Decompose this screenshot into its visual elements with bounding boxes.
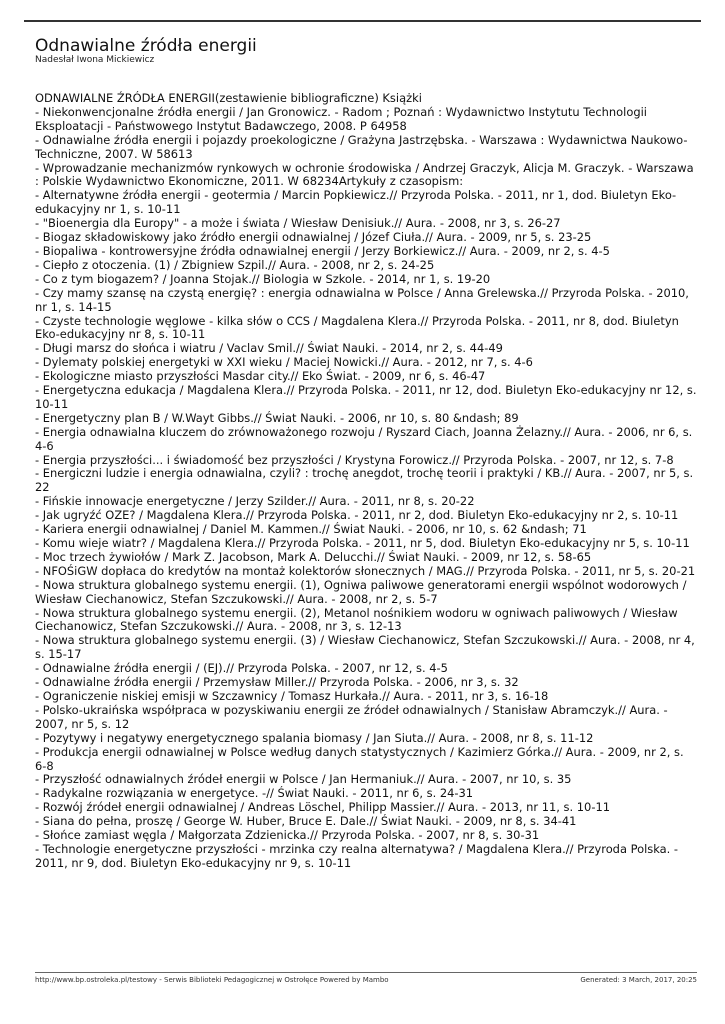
bibliography-entry: - Przyszłość odnawialnych źródeł energii w Polsce / Jan Hermaniuk.// Aura. - 2007, nr 10, s. 35: [35, 772, 572, 787]
bibliography-entry: - Odnawialne źródła energii i pojazdy proekologiczne / Grażyna Jastrzębska. - Warszawa : Wydawnictwa Naukowo-Techniczne, 2007. W 58613: [35, 132, 688, 161]
bibliography-entry: - Odnawialne źródła energii / Przemysław Miller.// Przyroda Polska. - 2006, nr 3, s. 32: [35, 675, 519, 690]
bibliography-list: [35, 106, 697, 871]
document-title: Odnawialne źródła energii: [35, 36, 257, 56]
bibliography-entry: - Jak ugryźć OZE? / Magdalena Klera.// Przyroda Polska. - 2011, nr 2, dod. Biuletyn Eko-edukacyjny nr 2, s. 10-11: [35, 508, 679, 523]
bibliography-entry: - Nowa struktura globalnego systemu energii. (3) / Wiesław Ciechanowicz, Stefan Szczukowski.// Aura. - 2008, nr 4, s. 15-17: [35, 633, 695, 662]
bibliography-entry: - Polsko-ukraińska współpraca w pozyskiwaniu energii ze źródeł odnawialnych / Stanisław Abramczyk.// Aura. - 2007, nr 5, s. 12: [35, 702, 668, 731]
footer-source-link[interactable]: [35, 976, 389, 985]
bibliography-body: [35, 92, 697, 871]
author-line: Nadesłał Iwona Mickiewicz: [35, 55, 155, 65]
footer-powered-by: Powered by Mambo: [319, 976, 389, 984]
bibliography-entry: - Radykalne rozwiązania w energetyce. -// Świat Nauki. - 2011, nr 6, s. 24-31: [35, 786, 474, 801]
footer-rule: [35, 972, 697, 973]
bibliography-entry: - Energetyczny plan B / W.Wayt Gibbs.// Świat Nauki. - 2006, nr 10, s. 80 &ndash; 89: [35, 410, 519, 425]
top-rule: [24, 20, 701, 22]
bibliography-entry: - Moc trzech żywiołów / Mark Z. Jacobson, Mark A. Delucchi.// Świat Nauki. - 2009, nr 12, s. 58-65: [35, 549, 592, 564]
bibliography-entry: - Rozwój źródeł energii odnawialnej / Andreas Löschel, Philipp Massier.// Aura. - 2013, nr 11, s. 10-11: [35, 800, 611, 815]
bibliography-entry: - Nowa struktura globalnego systemu energii. (2), Metanol nośnikiem wodoru w ogniwach paliwowych / Wiesław Ciechanowicz, Stefan Szczukowski.// Aura. - 2008, nr 3, s. 12-13: [35, 605, 678, 634]
bibliography-entry: - Komu wieje wiatr? / Magdalena Klera.// Przyroda Polska. - 2011, nr 5, dod. Biuletyn Eko-edukacyjny nr 5, s. 10-11: [35, 536, 690, 550]
bibliography-entry: - Alternatywne źródła energii - geotermia / Marcin Popkiewicz.// Przyroda Polska. - 2011, nr 1, dod. Biuletyn Eko-edukacyjny nr 1, s. 10-11: [35, 188, 677, 217]
bibliography-entry: - Słońce zamiast węgla / Małgorzata Zdzienicka.// Przyroda Polska. - 2007, nr 8, s. 30-31: [35, 828, 540, 843]
bibliography-entry: - Odnawialne źródła energii / (EJ).// Przyroda Polska. - 2007, nr 12, s. 4-5: [35, 661, 448, 676]
bibliography-entry: - NFOŚiGW dopłaca do kredytów na montaż kolektorów słonecznych / MAG.// Przyroda Polska. - 2011, nr 5, s. 20-21: [35, 563, 696, 578]
bibliography-entry: - Energia odnawialna kluczem do zrównoważonego rozwoju / Ryszard Ciach, Joanna Żelazny.// Aura. - 2006, nr 6, s. 4-6: [35, 424, 693, 453]
bibliography-entry: - Technologie energetyczne przyszłości - mrzinka czy realna alternatywa? / Magdalena Klera.// Przyroda Polska. - 2011, nr 9, dod. Biuletyn Eko-edukacyjny nr 9, s. 10-11: [35, 841, 679, 870]
bibliography-entry: - Nowa struktura globalnego systemu energii. (1), Ogniwa paliwowe generatorami energii wspólnot wodorowych / Wiesław Ciechanowicz, Stefan Szczukowski.// Aura. - 2008, nr 2, s. 5-7: [35, 577, 687, 606]
bibliography-entry: - Ekologiczne miasto przyszłości Masdar city.// Eko Świat. - 2009, nr 6, s. 46-47: [35, 369, 486, 384]
bibliography-entry: - Dylematy polskiej energetyki w XXI wieku / Maciej Nowicki.// Aura. - 2012, nr 7, s. 4-6: [35, 355, 533, 370]
bibliography-entry: - Energetyczna edukacja / Magdalena Klera.// Przyroda Polska. - 2011, nr 12, dod. Biuletyn Eko-edukacyjny nr 12, s. 10-11: [35, 383, 697, 411]
bibliography-heading: ODNAWIALNE ŹRÓDŁA ENERGII(zestawienie bibliograficzne) Książki: [35, 91, 422, 105]
bibliography-entry: - Kariera energii odnawialnej / Daniel M. Kammen.// Świat Nauki. - 2006, nr 10, s. 62 &ndash; 71: [35, 522, 587, 537]
bibliography-entry: - Biopaliwa - kontrowersyjne źródła odnawialnej energii / Jerzy Borkiewicz.// Aura. - 2009, nr 2, s. 4-5: [35, 243, 610, 258]
bibliography-entry: - Co z tym biogazem? / Joanna Stojak.// Biologia w Szkole. - 2014, nr 1, s. 19-20: [35, 271, 491, 286]
bibliography-entry: - Fińskie innowacje energetyczne / Jerzy Szilder.// Aura. - 2011, nr 8, s. 20-22: [35, 494, 475, 509]
bibliography-entry: - Czyste technologie węglowe - kilka słów o CCS / Magdalena Klera.// Przyroda Polska. - 2011, nr 8, dod. Biuletyn Eko-edukacyjny nr 8, s. 10-11: [35, 313, 679, 342]
bibliography-entry: - Energia przyszłości... i świadomość bez przyszłości / Krystyna Forowicz.// Przyroda Polska. - 2007, nr 12, s. 7-8: [35, 452, 674, 467]
bibliography-entry: - Niekonwencjonalne źródła energii / Jan Gronowicz. - Radom ; Poznań : Wydawnictwo Instytutu Technologii Eksploatacji - Państwowego Instytut Badawczego, 2008. P 64958: [35, 104, 647, 133]
bibliography-entry: - "Bioenergia dla Europy" - a może i świata / Wiesław Denisiuk.// Aura. - 2008, nr 3, s. 26-27: [35, 216, 561, 231]
bibliography-entry: - Ciepło z otoczenia. (1) / Zbigniew Szpil.// Aura. - 2008, nr 2, s. 24-25: [35, 257, 435, 272]
bibliography-entry: - Produkcja energii odnawialnej w Polsce według danych statystycznych / Kazimierz Górka.// Aura. - 2009, nr 2, s. 6-8: [35, 744, 684, 773]
bibliography-entry: - Biogaz składowiskowy jako źródło energii odnawialnej / Józef Ciuła.// Aura. - 2009, nr 5, s. 23-25: [35, 230, 592, 245]
bibliography-entry: - Czy mamy szansę na czystą energię? : energia odnawialna w Polsce / Anna Grelewska.// Przyroda Polska. - 2010, nr 1, s. 14-15: [35, 285, 689, 314]
footer-generated-date: Generated: 3 March, 2017, 20:25: [580, 976, 697, 984]
bibliography-entry: - Długi marsz do słońca i wiatru / Vaclav Smil.// Świat Nauki. - 2014, nr 2, s. 44-49: [35, 341, 503, 356]
bibliography-entry: - Siana do pełna, proszę / George W. Huber, Bruce E. Dale.// Świat Nauki. - 2009, nr 8, s. 34-41: [35, 814, 577, 829]
footer-source-text: http://www.bp.ostroleka.pl/testowy - Serwis Biblioteki Pedagogicznej w Ostrołęce: [35, 976, 318, 984]
bibliography-entry: - Wprowadzanie mechanizmów rynkowych w ochronie środowiska / Andrzej Graczyk, Alicja M. Graczyk. - Warszawa : Polskie Wydawnictwo Ekonomiczne, 2011. W 68234Artykuły z czasopism:: [35, 160, 694, 189]
bibliography-entry: - Ograniczenie niskiej emisji w Szczawnicy / Tomasz Hurkała.// Aura. - 2011, nr 3, s. 16-18: [35, 688, 549, 703]
page-footer: [35, 976, 697, 988]
bibliography-entry: - Pozytywy i negatywy energetycznego spalania biomasy / Jan Siuta.// Aura. - 2008, nr 8, s. 11-12: [35, 730, 594, 745]
bibliography-entry: - Energiczni ludzie i energia odnawialna, czyli? : trochę anegdot, trochę teorii i praktyki / KB.// Aura. - 2007, nr 5, s. 22: [35, 466, 694, 495]
